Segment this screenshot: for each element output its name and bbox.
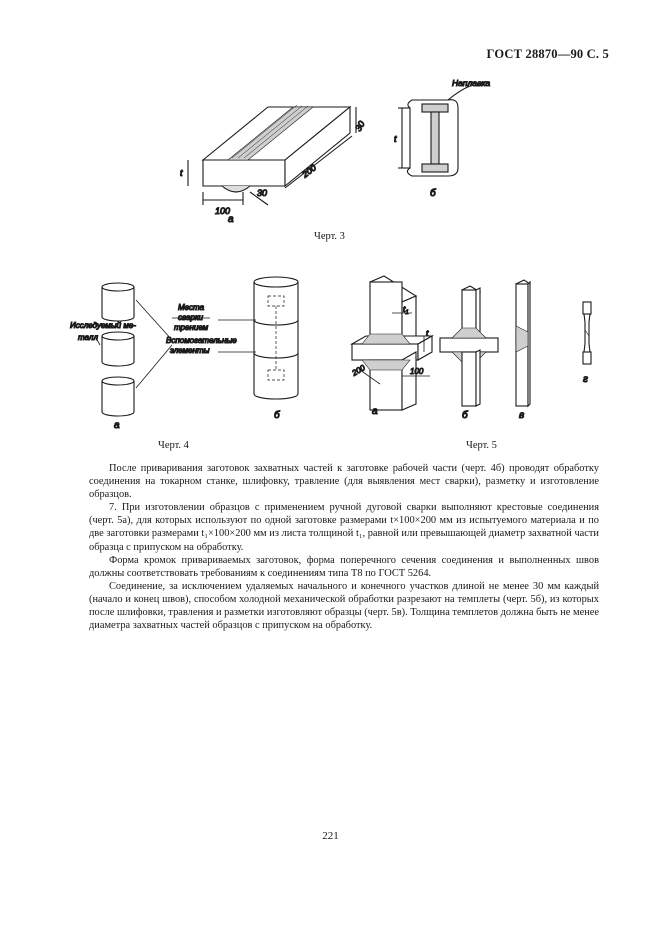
fig4b-label-weld-1: Места xyxy=(178,303,205,312)
fig3a-sublabel: а xyxy=(228,214,234,225)
fig5b-template xyxy=(440,286,498,406)
fig3a-plate xyxy=(188,105,356,205)
fig4a-label-material-1: Исследуемый ме- xyxy=(70,321,136,330)
fig5a-dim-100: 100 xyxy=(410,367,424,376)
fig5g-specimen xyxy=(583,302,591,364)
fig3a-dim-t: t xyxy=(180,168,183,178)
fig3b-label-overlay: Наплавка xyxy=(452,78,491,88)
fig4b-label-aux-1: Вспомогательные xyxy=(166,336,237,345)
page-number: 221 xyxy=(322,830,339,842)
fig4b-label-weld-3: трением xyxy=(174,323,209,332)
fig3b-section xyxy=(398,86,470,176)
fig5a-cruciform xyxy=(352,276,432,410)
fig4b-label-weld-2: сварки xyxy=(178,313,204,322)
paragraph-1: После приваривания заготовок захватных частей к заготовке рабочей части (черт. 4б) проводят обработку соединения на токарном станке, шлифовку, травление (для выявления мест сварки), разметку и изготовление образцов. xyxy=(89,463,599,501)
fig5v-sublabel: в xyxy=(519,410,525,421)
fig5v-blank xyxy=(516,280,530,406)
figure4-caption: Черт. 4 xyxy=(158,440,189,451)
fig4a-cylinders xyxy=(96,283,172,416)
body-text xyxy=(89,462,599,632)
fig4b-label-aux-2: элементы xyxy=(170,346,210,355)
fig5a-dim-t: t xyxy=(426,328,429,338)
fig4a-label-material-2: талл xyxy=(78,333,98,342)
fig3a-dim-100: 100 xyxy=(215,206,231,216)
fig4a-sublabel: а xyxy=(114,420,120,431)
fig5a-dim-t1: $t_1$ xyxy=(403,304,409,316)
fig3a-dim-30: 30 xyxy=(257,188,268,198)
paragraph-2: 7. При изготовлении образцов с применением ручной дуговой сварки выполняют крестовые соединения (черт. 5а), для которых используют по одной заготовке размерами t×100×200 мм из испытуемого материала и по две заготовки размерами t₁×100×200 мм из листа толщиной t₁, равной или превышающей диаметр захватной части образца с припуском на обработку. xyxy=(89,502,599,553)
figures-area xyxy=(0,0,661,460)
page-header: ГОСТ 28870—90 С. 5 xyxy=(486,47,609,61)
fig5b-sublabel: б xyxy=(462,410,468,421)
fig5a-sublabel: а xyxy=(372,406,378,417)
figure5-caption: Черт. 5 xyxy=(466,440,497,451)
fig4b-sublabel: б xyxy=(274,410,280,421)
fig3a-dim-30-side: 30 xyxy=(353,119,367,133)
fig3b-dim-t: t xyxy=(394,134,397,144)
paragraph-3: Форма кромок привариваемых заготовок, форма поперечного сечения соединения и выполненных швов должны соответствовать требованиям к соединениям типа Т8 по ГОСТ 5264. xyxy=(89,554,599,579)
fig5a-dim-200: 200 xyxy=(350,363,367,378)
fig5g-sublabel: г xyxy=(583,374,588,385)
paragraph-4: Соединение, за исключением удаляемых начального и конечного участков длиной не менее 30 мм каждый (начало и конец швов), способом холодной механической обработки разрезают на темплеты (черт. 5б), из которых после шлифовки, травления и разметки изготовляют образцы (черт. 5в). Толщина темплетов должна быть не менее диаметра захватных частей образцов с припуском на обработку. xyxy=(89,580,599,632)
fig3a-dim-200: 200 xyxy=(300,162,319,180)
fig3b-sublabel: б xyxy=(430,188,436,199)
figure3-caption: Черт. 3 xyxy=(314,231,345,242)
